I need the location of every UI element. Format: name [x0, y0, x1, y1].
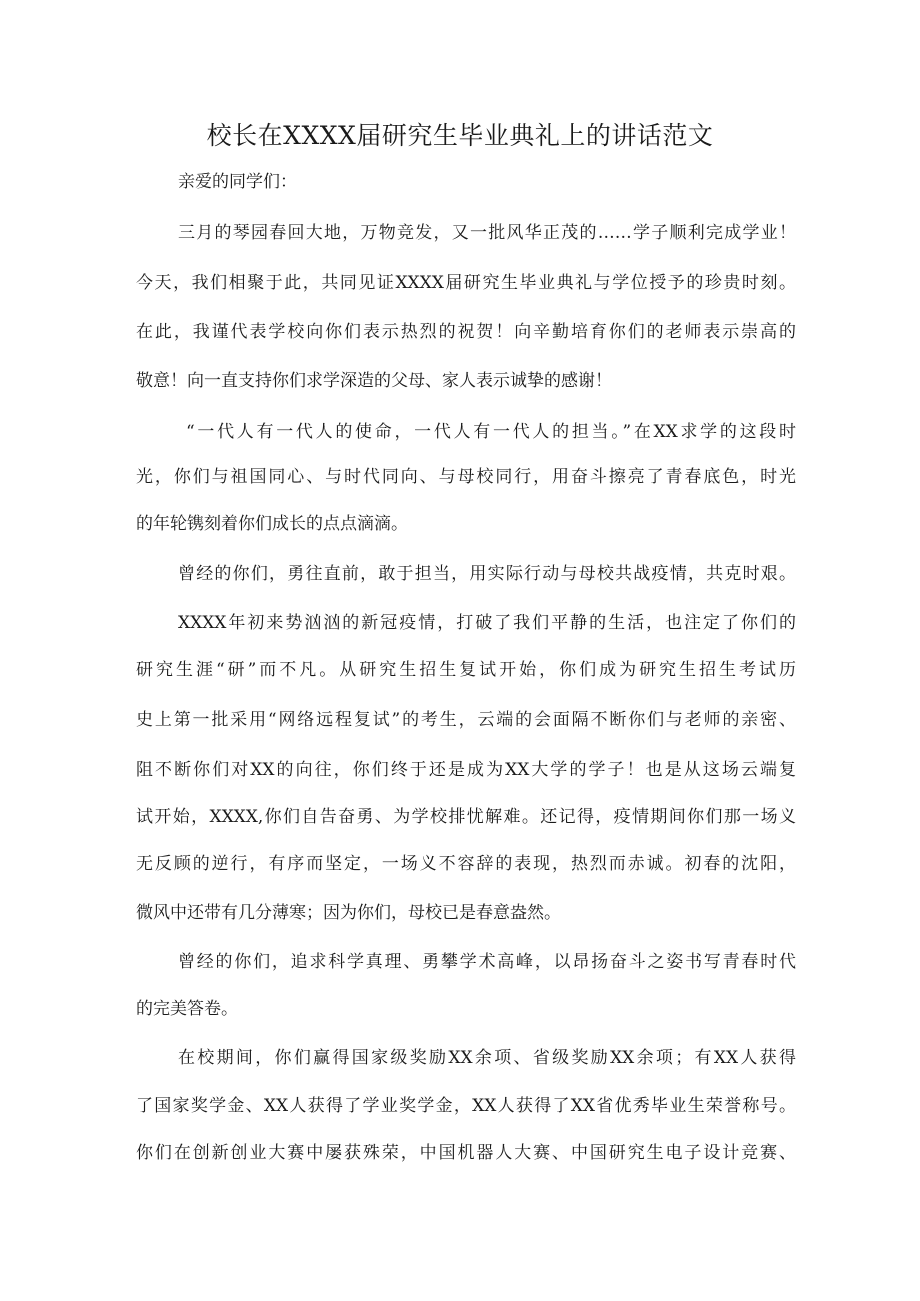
body-line: 光，你们与祖国同心、与时代同向、与母校同行，用奋斗擦亮了青春底色，时光: [136, 467, 796, 487]
body-line: 亲爱的同学们：: [178, 172, 297, 192]
body-line: 敬意！向一直支持你们求学深造的父母、家人表示诚挚的感谢！: [136, 371, 612, 391]
body-line: 无反顾的逆行，有序而坚定，一场义不容辞的表现，热烈而赤诚。初春的沈阳，: [136, 854, 796, 874]
body-line: 三月的琴园春回大地，万物竞发，又一批风华正茂的……学子顺利完成学业！: [178, 223, 796, 243]
body-line: 在此，我谨代表学校向你们表示热烈的祝贺！向辛勤培育你们的老师表示崇高的: [136, 322, 796, 342]
body-line: 曾经的你们，追求科学真理、勇攀学术高峰，以昂扬奋斗之姿书写青春时代: [178, 952, 796, 972]
body-line: 研究生涯“研”而不凡。从研究生招生复试开始，你们成为研究生招生考试历: [136, 660, 796, 680]
body-line: 曾经的你们，勇往直前，敢于担当，用实际行动与母校共战疫情，共克时艰。: [178, 564, 796, 584]
body-line: 你们在创新创业大赛中屡获殊荣，中国机器人大赛、中国研究生电子设计竞赛、: [136, 1143, 796, 1163]
body-line: 的年轮镌刻着你们成长的点点滴滴。: [136, 514, 408, 534]
document-title: 校长在XXXX届研究生毕业典礼上的讲话范文: [206, 121, 714, 150]
body-line: 微风中还带有几分薄寒；因为你们，母校已是春意盎然。: [136, 903, 561, 923]
body-line: XXXX年初来势汹汹的新冠疫情，打破了我们平静的生活，也注定了你们的: [178, 613, 796, 633]
body-line: 阻不断你们对XX的向往，你们终于还是成为XX大学的学子！也是从这场云端复: [136, 760, 796, 780]
body-line: 在校期间，你们赢得国家级奖励XX余项、省级奖励XX余项；有XX人获得: [178, 1048, 796, 1068]
body-line: 史上第一批采用“网络远程复试”的考生，云端的会面隔不断你们与老师的亲密、: [136, 710, 796, 730]
body-line: 了国家奖学金、XX人获得了学业奖学金，XX人获得了XX省优秀毕业生荣誉称号。: [136, 1096, 796, 1116]
body-line: “一代人有一代人的使命，一代人有一代人的担当。”在XX求学的这段时: [186, 422, 796, 442]
body-line: 的完美答卷。: [136, 999, 238, 1019]
body-line: 试开始，XXXX,你们自告奋勇、为学校排忧解难。还记得，疫情期间你们那一场义: [136, 807, 796, 827]
body-line: 今天，我们相聚于此，共同见证XXXX届研究生毕业典礼与学位授予的珍贵时刻。: [136, 273, 796, 293]
